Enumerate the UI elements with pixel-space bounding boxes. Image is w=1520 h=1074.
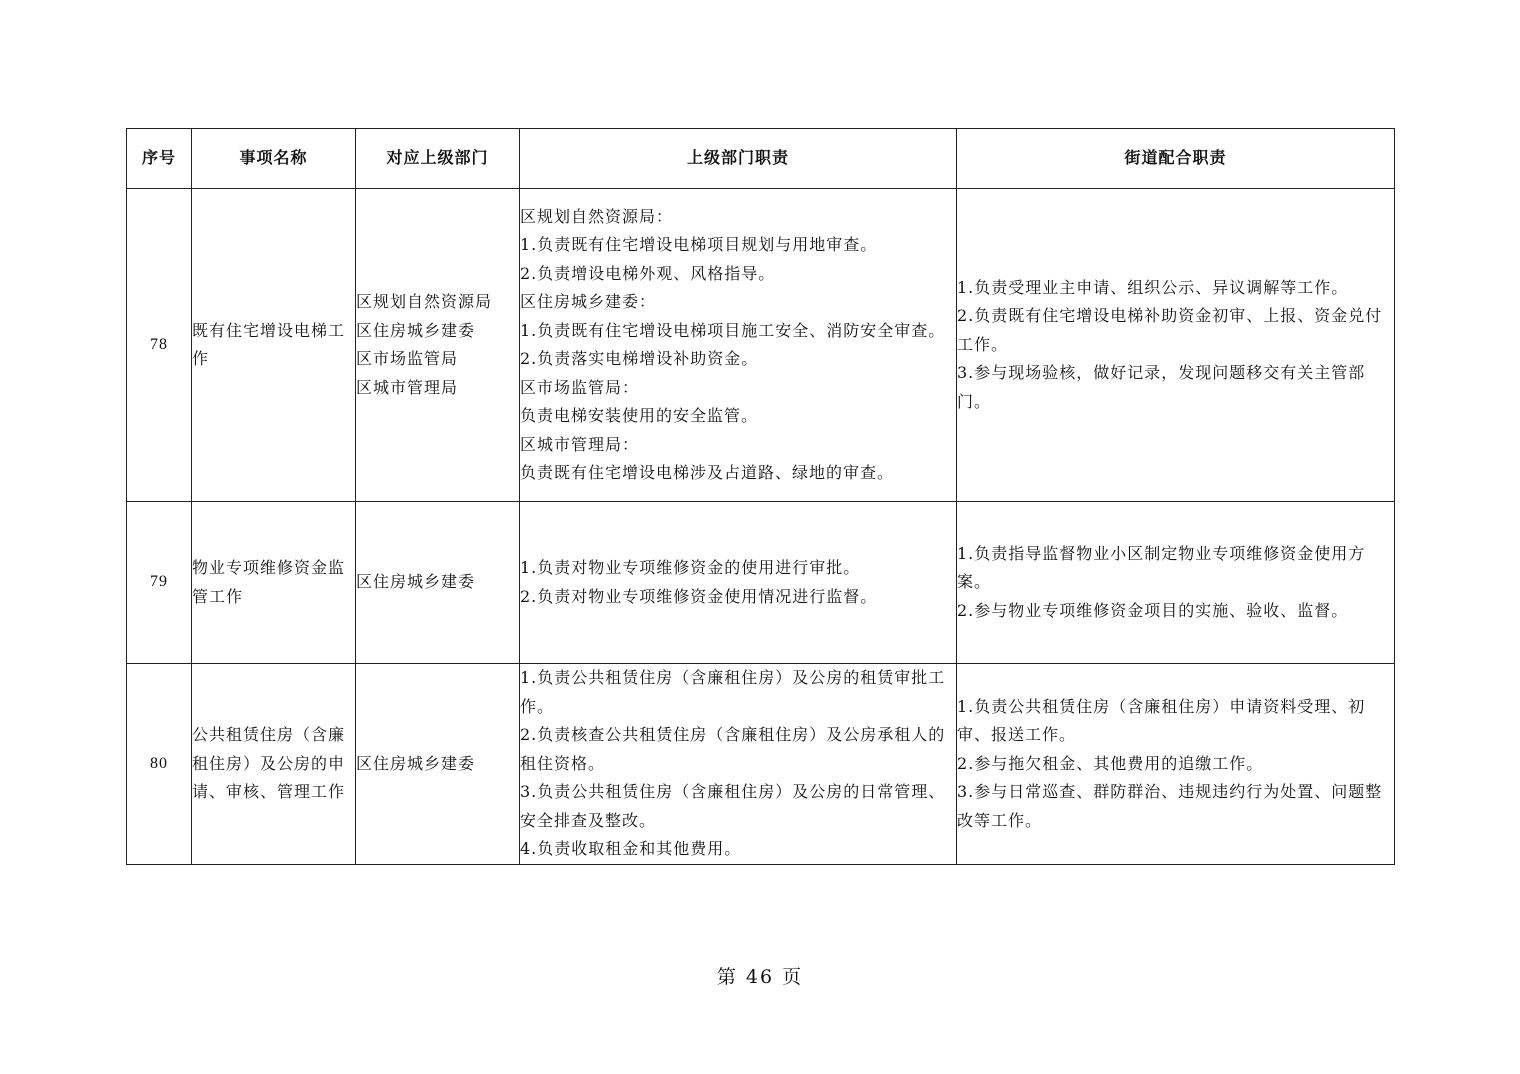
duty-line: 1.负责指导监督物业小区制定物业专项维修资金使用方案。 [957,543,1366,592]
duty-line: 4.负责收取租金和其他费用。 [520,839,742,858]
duty-line: 1.负责公共租赁住房（含廉租住房）及公房的租赁审批工作。 [520,668,946,716]
duty-line: 3.参与现场验核，做好记录，发现问题移交有关主管部门。 [957,363,1366,411]
responsibility-table [126,128,1395,865]
item-name: 公共租赁住房（含廉租住房）及公房的申请、审核、管理工作 [192,664,356,865]
street-duties [957,664,1395,865]
page-number: 第 46 页 [716,966,804,988]
duty-line: 1.负责既有住宅增设电梯项目施工安全、消防安全审查。 [520,320,946,340]
duty-line: 1.负责公共租赁住房（含廉租住房）申请资料受理、初审、报送工作。 [957,696,1366,744]
duty-line: 2.负责既有住宅增设电梯补助资金初审、上报、资金兑付工作。 [957,306,1383,354]
duty-line: 2.参与物业专项维修资金项目的实施、验收、监督。 [957,600,1349,620]
row-number: 80 [127,664,192,865]
header-item-name: 事项名称 [192,129,356,189]
department: 区市场监管局 [356,349,459,368]
header-superior-duties: 上级部门职责 [520,129,957,189]
department-list [356,502,520,664]
duty-line: 2.负责对物业专项维修资金使用情况进行监督。 [520,586,878,606]
duty-line: 1.负责受理业主申请、组织公示、异议调解等工作。 [957,277,1349,297]
table-row [127,502,1395,664]
duty-line: 2.负责落实电梯增设补助资金。 [520,349,759,368]
department-list [356,189,520,502]
duty-line: 2.参与拖欠租金、其他费用的追缴工作。 [957,753,1264,773]
duty-line: 1.负责对物业专项维修资金的使用进行审批。 [520,558,861,577]
upper-duties [520,664,957,865]
header-serial-number: 序号 [127,129,192,189]
duty-line: 1.负责既有住宅增设电梯项目规划与用地审查。 [520,235,878,254]
upper-duties [520,189,957,502]
duty-line: 区城市管理局： [520,434,640,454]
department: 区住房城乡建委 [356,572,476,592]
table-row [127,664,1395,865]
duty-line: 区市场监管局： [520,377,640,397]
street-duties [957,189,1395,502]
duty-line: 3.参与日常巡查、群防群治、违规违约行为处置、问题整改等工作。 [957,782,1383,830]
item-name: 既有住宅增设电梯工作 [192,189,356,502]
item-name: 物业专项维修资金监管工作 [192,502,356,664]
duty-line: 2.负责增设电梯外观、风格指导。 [520,263,776,283]
department: 区住房城乡建委 [356,320,476,340]
duty-line: 3.负责公共租赁住房（含廉租住房）及公房的日常管理、安全排查及整改。 [520,782,946,830]
duty-line: 区规划自然资源局： [520,206,674,226]
street-duties [957,502,1395,664]
duty-line: 负责电梯安装使用的安全监管。 [520,406,759,425]
table-header-row [127,129,1395,189]
header-superior-department: 对应上级部门 [356,129,520,189]
duty-line: 负责既有住宅增设电梯涉及占道路、绿地的审查。 [520,463,895,482]
department: 区规划自然资源局 [356,292,493,311]
department: 区城市管理局 [356,377,459,397]
department-list [356,664,520,865]
upper-duties [520,502,957,664]
row-number: 78 [127,189,192,502]
row-number: 79 [127,502,192,664]
table-row [127,189,1395,502]
duty-line: 区住房城乡建委： [520,292,657,311]
header-street-duties: 街道配合职责 [957,129,1395,189]
department: 区住房城乡建委 [356,753,476,773]
duty-line: 2.负责核查公共租赁住房（含廉租住房）及公房承租人的租住资格。 [520,725,946,773]
